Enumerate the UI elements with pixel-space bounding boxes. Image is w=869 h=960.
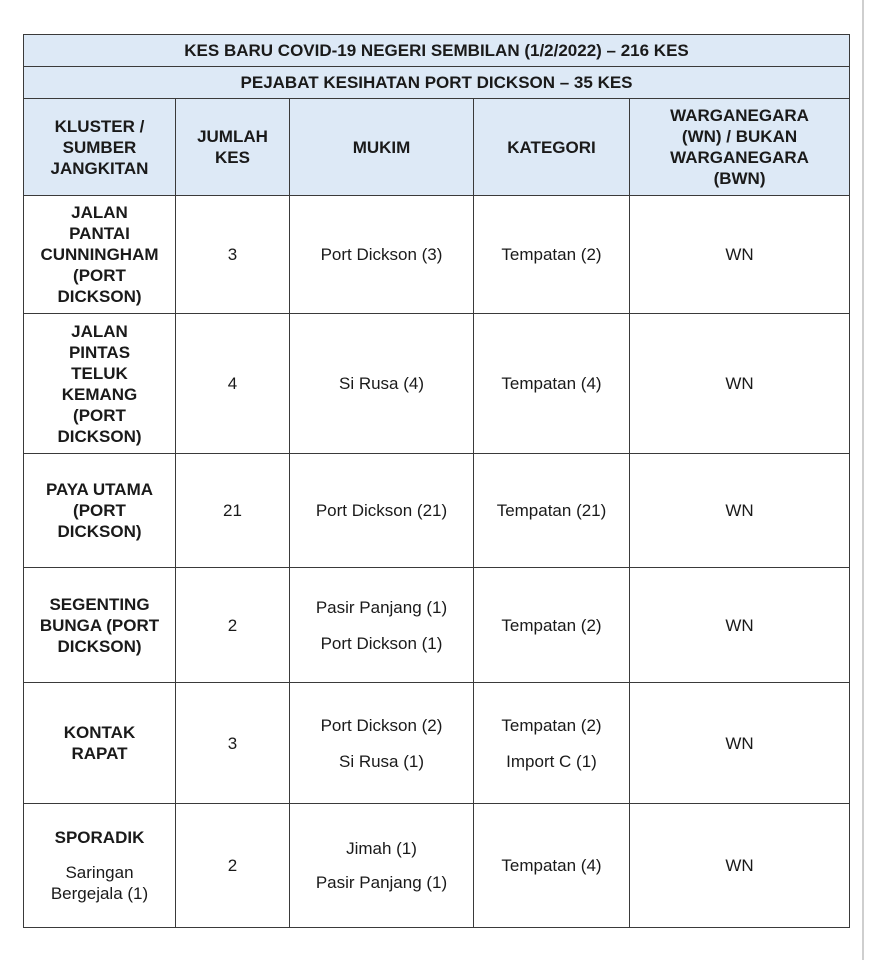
wn-cell: WN (630, 454, 850, 568)
kluster-cell: JALAN PANTAI CUNNINGHAM (PORT DICKSON) (24, 196, 176, 314)
kategori-cell: Tempatan (2) (474, 568, 630, 683)
jumlah-cell: 3 (176, 196, 290, 314)
mukim-cell: Port Dickson (3) (290, 196, 474, 314)
kluster-cell: PAYA UTAMA (PORT DICKSON) (24, 454, 176, 568)
wn-cell: WN (630, 804, 850, 928)
covid-cases-table (23, 34, 850, 928)
mukim-cell: Pasir Panjang (1) Port Dickson (1) (290, 568, 474, 683)
wn-cell: WN (630, 568, 850, 683)
table-title-row (24, 35, 850, 67)
table-row (24, 683, 850, 804)
table-subtitle: PEJABAT KESIHATAN PORT DICKSON – 35 KES (24, 67, 850, 99)
table-subtitle-row (24, 67, 850, 99)
kluster-cell: SPORADIK Saringan Bergejala (1) (24, 804, 176, 928)
header-mukim: MUKIM (290, 99, 474, 196)
table-title: KES BARU COVID-19 NEGERI SEMBILAN (1/2/2022) – 216 KES (24, 35, 850, 67)
mukim-cell: Si Rusa (4) (290, 314, 474, 454)
jumlah-cell: 2 (176, 804, 290, 928)
header-warganegara: WARGANEGARA (WN) / BUKAN WARGANEGARA (BWN) (630, 99, 850, 196)
kategori-cell: Tempatan (21) (474, 454, 630, 568)
kategori-cell: Tempatan (4) (474, 314, 630, 454)
mukim-cell: Jimah (1) Pasir Panjang (1) (290, 804, 474, 928)
table-row (24, 454, 850, 568)
kategori-cell: Tempatan (4) (474, 804, 630, 928)
table-row (24, 196, 850, 314)
kluster-cell: KONTAK RAPAT (24, 683, 176, 804)
column-header-row (24, 99, 850, 196)
header-kluster: KLUSTER / SUMBER JANGKITAN (24, 99, 176, 196)
wn-cell: WN (630, 314, 850, 454)
jumlah-cell: 21 (176, 454, 290, 568)
table-row (24, 804, 850, 928)
header-jumlah-kes: JUMLAH KES (176, 99, 290, 196)
jumlah-cell: 3 (176, 683, 290, 804)
wn-cell: WN (630, 196, 850, 314)
table-row (24, 314, 850, 454)
mukim-cell: Port Dickson (21) (290, 454, 474, 568)
kluster-cell: SEGENTING BUNGA (PORT DICKSON) (24, 568, 176, 683)
wn-cell: WN (630, 683, 850, 804)
kategori-cell: Tempatan (2) (474, 196, 630, 314)
table-row (24, 568, 850, 683)
header-kategori: KATEGORI (474, 99, 630, 196)
page-edge-divider (862, 0, 864, 960)
kluster-cell: JALAN PINTAS TELUK KEMANG (PORT DICKSON) (24, 314, 176, 454)
jumlah-cell: 4 (176, 314, 290, 454)
kategori-cell: Tempatan (2) Import C (1) (474, 683, 630, 804)
mukim-cell: Port Dickson (2) Si Rusa (1) (290, 683, 474, 804)
jumlah-cell: 2 (176, 568, 290, 683)
